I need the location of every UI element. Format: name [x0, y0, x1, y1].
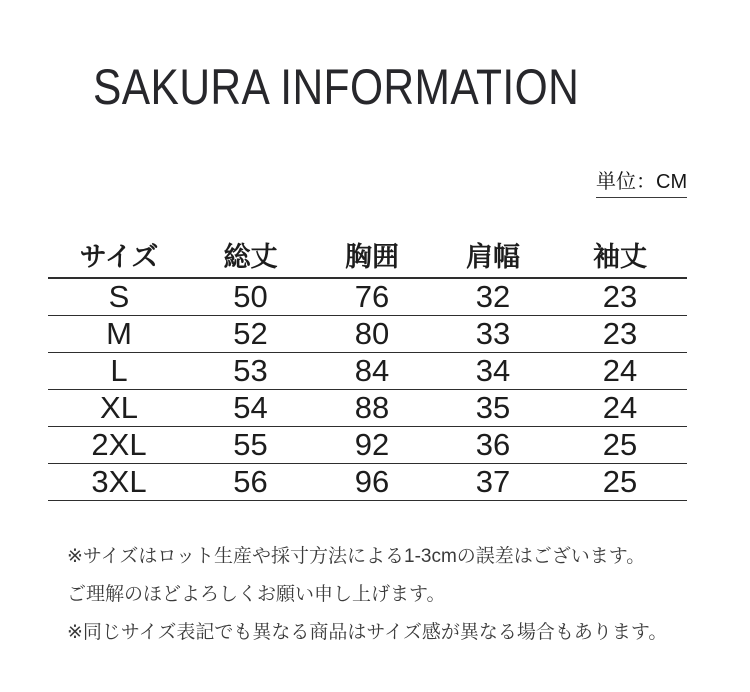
value-cell: 88 — [311, 390, 433, 427]
table-row-s — [48, 278, 687, 316]
value-cell: 96 — [311, 464, 433, 501]
value-cell: 25 — [553, 427, 687, 464]
note-tolerance: ※サイズはロット生産や採寸方法による1-3cmの誤差はございます。 — [67, 546, 646, 567]
value-cell: 37 — [433, 464, 553, 501]
table-row-xl — [48, 390, 687, 427]
value-cell: 55 — [190, 427, 311, 464]
notes-section — [67, 538, 667, 652]
value-cell: 56 — [190, 464, 311, 501]
table-row-m — [48, 316, 687, 353]
table-row-2xl — [48, 427, 687, 464]
column-header-total-length: 総丈 — [190, 232, 311, 278]
page-title: SAKURA INFORMATION — [93, 59, 580, 115]
value-cell: 84 — [311, 353, 433, 390]
value-cell: 53 — [190, 353, 311, 390]
size-table-header — [48, 232, 687, 278]
column-header-sleeve: 袖丈 — [553, 232, 687, 278]
size-cell: S — [48, 278, 190, 316]
value-cell: 23 — [553, 278, 687, 316]
table-row-3xl — [48, 464, 687, 501]
value-cell: 36 — [433, 427, 553, 464]
value-cell: 50 — [190, 278, 311, 316]
column-header-size: サイズ — [48, 232, 190, 278]
value-cell: 92 — [311, 427, 433, 464]
value-cell: 52 — [190, 316, 311, 353]
value-cell: 80 — [311, 316, 433, 353]
note-size-variance: ※同じサイズ表記でも異なる商品はサイズ感が異なる場合もあります。 — [67, 622, 668, 643]
value-cell: 32 — [433, 278, 553, 316]
value-cell: 24 — [553, 390, 687, 427]
value-cell: 33 — [433, 316, 553, 353]
size-cell: 2XL — [48, 427, 190, 464]
size-table — [48, 232, 687, 501]
size-cell: 3XL — [48, 464, 190, 501]
value-cell: 35 — [433, 390, 553, 427]
value-cell: 54 — [190, 390, 311, 427]
size-table-body — [48, 278, 687, 501]
column-header-chest: 胸囲 — [311, 232, 433, 278]
unit-label: 単位：CM — [596, 171, 687, 198]
size-cell: XL — [48, 390, 190, 427]
header-row — [48, 232, 687, 278]
value-cell: 23 — [553, 316, 687, 353]
table-row-l — [48, 353, 687, 390]
value-cell: 34 — [433, 353, 553, 390]
value-cell: 76 — [311, 278, 433, 316]
value-cell: 24 — [553, 353, 687, 390]
value-cell: 25 — [553, 464, 687, 501]
size-cell: M — [48, 316, 190, 353]
note-understanding: ご理解のほどよろしくお願い申し上げます。 — [67, 584, 446, 605]
column-header-shoulder: 肩幅 — [433, 232, 553, 278]
size-cell: L — [48, 353, 190, 390]
